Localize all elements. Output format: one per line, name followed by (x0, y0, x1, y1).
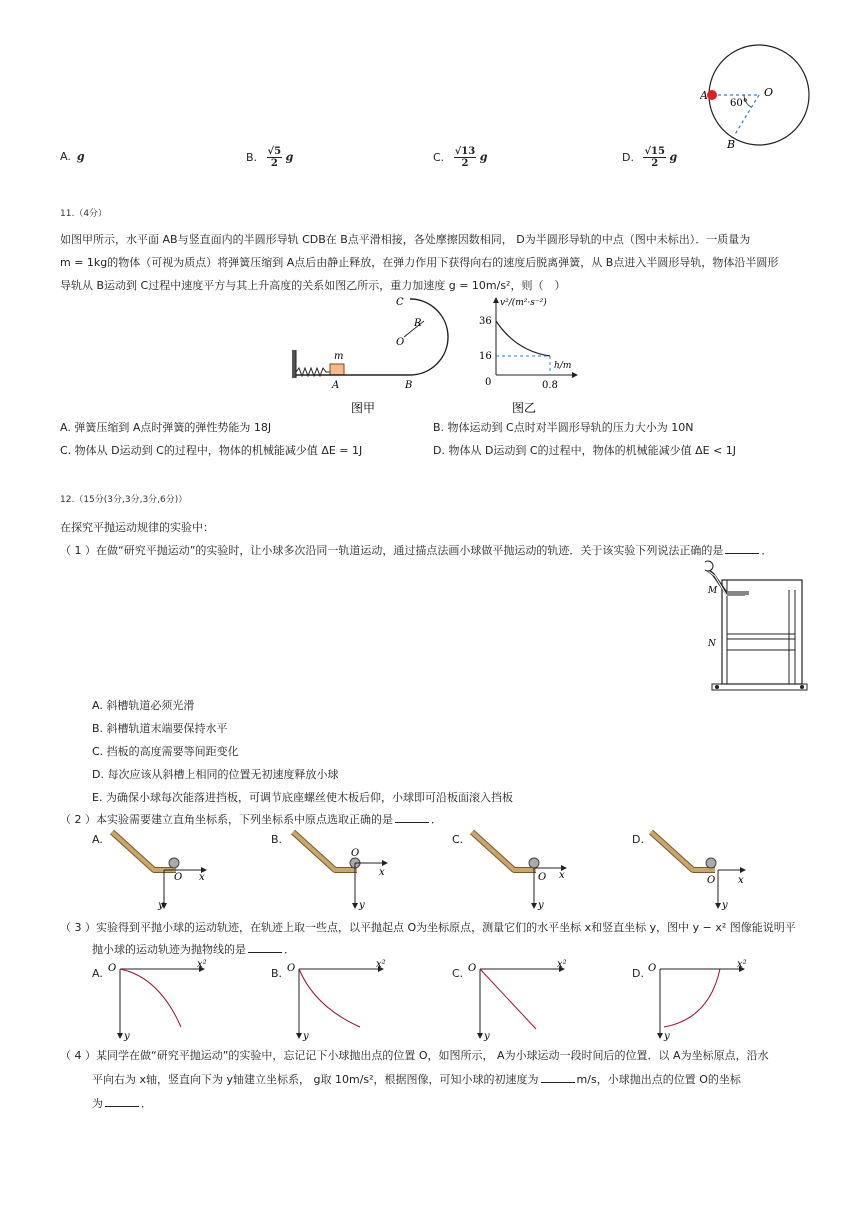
x-axis-label: h/m (554, 361, 572, 371)
label-y: y (359, 900, 365, 910)
q11-header: 11.（4分） (60, 209, 108, 219)
q11-option-c[interactable]: C. 物体从 D运动到 C的过程中，物体的机械能减少值 ΔE = 1J (60, 444, 363, 457)
label-R: R (414, 318, 422, 329)
q12-intro: 在探究平抛运动规律的实验中： (60, 521, 214, 534)
label-O: O (468, 963, 477, 974)
q12-part3-line1: （ 3 ）实验得到平抛小球的运动轨迹，在轨迹上取一些点，以平抛起点 O为坐标原点，测量它们的水平坐标 x和竖直坐标 y，图中 y − x² 图像能说明平 (60, 921, 796, 934)
q11-figure-yi (472, 293, 587, 415)
q11-figure-jia (290, 293, 460, 415)
label-N: N (708, 639, 716, 649)
ramp-figure-b (285, 826, 395, 910)
q12-p3-option-a[interactable]: A. (92, 967, 103, 980)
q11-text-line2: m = 1kg的物体（可视为质点）将弹簧压缩到 A点后由静止释放，在弹力作用下获得向右的速度后脱离弹簧，从 B点进入半圆形导轨，物体沿半圆形 (60, 256, 779, 269)
fraction: $\frac{√15}{2}$ (644, 146, 665, 169)
label-B: B (727, 138, 736, 151)
q12-part3-line2: 抛小球的运动轨迹为抛物线的是 ． (92, 943, 295, 956)
tick-36: 36 (479, 316, 492, 327)
ramp-figure-a (104, 826, 214, 910)
caption-yi: 图乙 (512, 401, 537, 415)
q11-option-b[interactable]: B. 物体运动到 C点时对半圆形导轨的压力大小为 10N (433, 421, 694, 434)
q12-p3-option-c[interactable]: C. (452, 967, 464, 980)
q10-option-d[interactable]: D. $\frac{√15}{2}$ g (622, 146, 678, 169)
label-m: m (334, 351, 344, 362)
q12-p1-option-a[interactable]: A. 斜槽轨道必须光滑 (92, 699, 195, 712)
q11-option-a[interactable]: A. 弹簧压缩到 A点时弹簧的弹性势能为 18J (60, 421, 272, 434)
q10-option-b[interactable]: B. $\frac{√5}{2}$ g (246, 146, 294, 169)
q12-part1: （ 1 ）在做“研究平抛运动”的实验时，让小球多次沿同一轨道运动，通过描点法画小球做平抛运动的轨迹．关于该实验下列说法正确的是 ． (60, 544, 773, 557)
graph-c (464, 957, 574, 1042)
label-x: x (379, 867, 385, 878)
label-A: A (332, 380, 340, 391)
label-A: A (700, 89, 708, 102)
graph-d (644, 957, 754, 1042)
ramp-figure-d (643, 826, 753, 910)
q12-apparatus-figure (705, 560, 811, 692)
tick-0.8: 0.8 (542, 380, 558, 391)
q12-part4-line3: 为 ． (92, 1097, 152, 1110)
q12-p2-option-c[interactable]: C. (452, 833, 464, 846)
label-O: O (287, 963, 296, 974)
label-y: y (538, 900, 544, 910)
label-O: O (396, 337, 405, 348)
q11-option-d[interactable]: D. 物体从 D运动到 C的过程中，物体的机械能减少值 ΔE < 1J (433, 444, 737, 457)
label-y: y (484, 1031, 490, 1042)
label-x: x² (737, 959, 747, 970)
label-O: O (538, 872, 547, 883)
q12-p1-option-e[interactable]: E. 为确保小球每次能落进挡板，可调节底座螺丝使木板后仰，小球即可沿板面滚入挡板 (92, 791, 513, 804)
fraction: $\frac{√13}{2}$ (454, 146, 476, 169)
q12-p1-option-c[interactable]: C. 挡板的高度需要等间距变化 (92, 745, 239, 758)
label-y: y (664, 1031, 670, 1042)
q12-p2-option-b[interactable]: B. (271, 833, 283, 846)
q12-p2-option-d[interactable]: D. (632, 833, 644, 846)
q10-option-c[interactable]: C. $\frac{√13}{2}$ g (433, 146, 488, 169)
caption-jia: 图甲 (351, 401, 376, 415)
q12-p3-option-b[interactable]: B. (271, 967, 283, 980)
q12-header: 12.（15分(3分,3分,3分,6分)） (60, 495, 188, 505)
y-axis-label: v²/(m²·s⁻²) (500, 298, 547, 308)
label-C: C (396, 297, 404, 308)
origin-label: 0 (485, 377, 492, 388)
q10-option-a[interactable]: A. g (60, 150, 85, 163)
answer-blank[interactable] (248, 942, 282, 953)
q12-part4-line2: 平向右为 x轴，竖直向下为 y轴建立坐标系， g取 10m/s²，根据图像，可知小球的初速度为 m/s，小球抛出点的位置 O的坐标 (92, 1073, 741, 1086)
graph-a (104, 957, 214, 1042)
label-B: B (405, 380, 413, 391)
q12-p2-option-a[interactable]: A. (92, 833, 103, 846)
label-x: x (199, 872, 205, 883)
label-x: x (738, 875, 744, 886)
label-O: O (174, 872, 183, 883)
label-O: O (707, 875, 716, 886)
label-y: y (722, 900, 728, 910)
label-O: O (764, 86, 774, 99)
q12-part4-line1: （ 4 ）某同学在做“研究平抛运动”的实验中，忘记记下小球抛出点的位置 O，如图所示， A为小球运动一段时间后的位置．以 A为坐标原点，沿水 (60, 1049, 769, 1062)
answer-blank[interactable] (725, 543, 759, 554)
q11-text-line1: 如图甲所示，水平面 AB与竖直面内的半圆形导轨 CDB在 B点平滑相接，各处摩擦因数相同， D为半圆形导轨的中点（图中未标出）．一质量为 (60, 233, 751, 246)
graph-b (283, 957, 393, 1042)
ramp-figure-c (464, 826, 574, 910)
q12-p3-option-d[interactable]: D. (632, 967, 644, 980)
label-O: O (108, 963, 117, 974)
label-y: y (158, 900, 164, 910)
q12-p1-option-b[interactable]: B. 斜槽轨道末端要保持水平 (92, 722, 228, 735)
tick-16: 16 (479, 351, 492, 362)
q11-text-line3: 导轨从 B运动到 C过程中速度平方与其上升高度的关系如图乙所示，重力加速度 g = 10m/s²，则（ ） (60, 279, 566, 292)
answer-blank[interactable] (105, 1096, 139, 1107)
label-x: x (559, 870, 565, 881)
fraction: $\frac{√5}{2}$ (267, 146, 282, 169)
label-O: O (351, 848, 360, 859)
label-x: x² (376, 959, 386, 970)
q12-p1-option-d[interactable]: D. 每次应该从斜槽上相同的位置无初速度释放小球 (92, 768, 339, 781)
q10-circle-figure (700, 38, 815, 153)
answer-blank[interactable] (541, 1072, 575, 1083)
label-y: y (124, 1031, 130, 1042)
label-x: x² (197, 959, 207, 970)
label-y: y (303, 1031, 309, 1042)
answer-blank[interactable] (395, 812, 429, 823)
label-x: x² (557, 959, 567, 970)
label-O: O (648, 963, 657, 974)
label-M: M (708, 586, 718, 596)
q12-part2: （ 2 ）本实验需要建立直角坐标系，下列坐标系中原点选取正确的是 ． (60, 813, 442, 826)
label-angle: 60° (730, 98, 748, 109)
